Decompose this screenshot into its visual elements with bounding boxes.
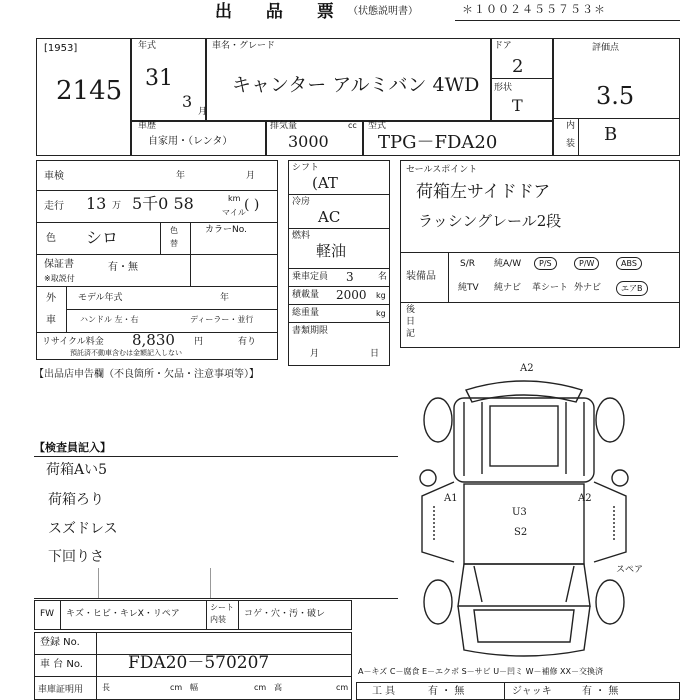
form-subtitle: （状態説明書） xyxy=(348,6,418,17)
fuel-value: 軽油 xyxy=(316,242,347,260)
label-displacement: 排気量 xyxy=(270,121,298,131)
equip-abs: ABS xyxy=(616,257,642,270)
damage-mark-right: A2 xyxy=(578,493,592,504)
inspector-line-2: 荷箱ろり xyxy=(48,492,104,508)
damage-mark-center-1: U3 xyxy=(512,507,527,518)
label-gross: 総重量 xyxy=(292,308,320,318)
label-year: 年式 xyxy=(138,41,157,51)
equip-tv: 純TV xyxy=(458,283,479,293)
inspector-line-3: スズドレス xyxy=(48,521,118,537)
label-month-unit: 月 xyxy=(198,107,208,117)
label-man: 万 xyxy=(112,201,122,211)
ac-value: AC xyxy=(318,208,341,226)
recycle-note: 預託済不動車含むは金額記入しない xyxy=(70,349,182,357)
vehicle-model-code: TPG－FDA20 xyxy=(378,132,498,153)
lot-id-code: [1953] xyxy=(44,43,78,54)
damage-legend: A－キズ C－腐食 E－エクボ S－サビ U－凹ミ W－補修 XX－交換済 xyxy=(358,667,604,676)
damage-mark-center-2: S2 xyxy=(514,527,528,538)
label-cert: 車庫証明用 xyxy=(38,685,84,695)
notes-section-title: 【出品店申告欄（不良箇所・欠品・注意事項等）】 xyxy=(34,369,259,380)
label-load-unit: kg xyxy=(376,291,386,300)
label-history: 車歴 xyxy=(138,121,157,131)
label-jack: ジャッキ xyxy=(512,686,552,697)
label-cm-3: cm xyxy=(336,683,349,692)
label-model: 型式 xyxy=(368,121,387,131)
equip-ext-navi: 外ナビ xyxy=(574,283,602,293)
inspector-section-title: 【検査員記入】 xyxy=(34,441,111,454)
vehicle-info-box xyxy=(36,38,680,156)
vehicle-shape: T xyxy=(512,96,523,115)
label-cert-height: 高 xyxy=(274,683,282,692)
vehicle-doors: 2 xyxy=(512,56,524,77)
inspector-line-1: 荷箱Aい5 xyxy=(46,462,108,478)
label-seat-1: シート xyxy=(210,603,234,612)
label-rear-2: 日 xyxy=(406,317,416,327)
label-cert-width: 幅 xyxy=(190,683,198,692)
label-inspection-month: 月 xyxy=(246,171,256,181)
label-sales-point: セールスポイント xyxy=(406,165,478,175)
rear-bumper-outline xyxy=(466,381,582,402)
label-inspection: 車検 xyxy=(44,171,64,182)
sales-point-1: 荷箱左サイドドア xyxy=(416,182,551,202)
mileage-rest-value: 5千0 58 xyxy=(132,194,194,213)
label-cc: cc xyxy=(348,121,357,130)
jack-options: 有 ・ 無 xyxy=(582,686,619,697)
seat-items: コゲ・穴・汚・破レ xyxy=(244,609,326,619)
label-mileage: 走行 xyxy=(44,201,64,212)
label-fw: FW xyxy=(40,609,55,619)
label-reg-no: 登録 No. xyxy=(40,637,80,648)
vehicle-displacement: 3000 xyxy=(288,132,329,151)
label-color-change-1: 色 xyxy=(170,226,178,235)
damage-mark-left: A1 xyxy=(444,493,458,504)
shift-value: (AT xyxy=(312,174,338,192)
tools-options: 有 ・ 無 xyxy=(428,686,465,697)
label-km: km xyxy=(228,194,241,203)
sales-point-2: ラッシングレール2段 xyxy=(418,212,562,230)
label-spare: スペア xyxy=(616,565,644,575)
label-shift: シフト xyxy=(292,163,320,173)
equip-aw: 純A/W xyxy=(494,259,522,269)
equip-pw: P/W xyxy=(574,257,599,270)
label-chassis: 車 台 No. xyxy=(40,659,83,670)
label-shape: 形状 xyxy=(494,83,513,93)
vehicle-year: 31 xyxy=(145,66,173,91)
lot-number: 2145 xyxy=(56,76,123,106)
label-model-year-unit: 年 xyxy=(220,293,230,303)
label-seat-2: 内装 xyxy=(210,615,226,624)
equip-leather: 革シート xyxy=(532,283,569,293)
label-warranty: 保証書 xyxy=(44,259,74,270)
form-title: 出 品 票 xyxy=(215,2,348,22)
load-value: 2000 xyxy=(336,288,367,302)
label-foreign: 外 xyxy=(46,293,56,304)
label-doc-month: 月 xyxy=(310,349,320,359)
warranty-options: 有・無 xyxy=(108,262,138,273)
label-ac: 冷房 xyxy=(292,197,311,207)
label-interior-2: 装 xyxy=(566,139,576,149)
label-rear: 後 xyxy=(406,305,416,315)
label-gross-unit: kg xyxy=(376,309,386,318)
label-manual: ※取説付 xyxy=(44,274,75,283)
label-handle: ハンドル 左・右 xyxy=(80,315,139,324)
label-model-year: モデル年式 xyxy=(78,293,123,303)
equip-airbag: エアB xyxy=(616,281,648,296)
label-fuel: 燃料 xyxy=(292,231,311,241)
label-inspection-year: 年 xyxy=(176,171,186,181)
label-mile: マイル xyxy=(222,208,246,217)
label-car: 車 xyxy=(46,315,56,326)
label-recycle: リサイクル料金 xyxy=(42,337,104,347)
equip-sr: S/R xyxy=(460,259,475,269)
label-doc-expiry: 書類期限 xyxy=(292,326,329,336)
label-recycle-ari: 有り xyxy=(238,337,257,347)
label-rear-3: 記 xyxy=(406,329,416,339)
label-score: 評価点 xyxy=(592,43,620,53)
label-doc-day: 日 xyxy=(370,349,380,359)
label-dealer: ディーラー・並行 xyxy=(190,315,254,324)
label-color: 色 xyxy=(46,233,56,244)
recycle-fee: 8,830 xyxy=(132,331,175,349)
vehicle-month: 3 xyxy=(182,92,193,111)
label-name-grade: 車名・グレード xyxy=(212,41,276,51)
vehicle-interior-grade: B xyxy=(604,124,618,145)
label-capacity: 乗車定員 xyxy=(292,272,329,282)
equip-ps: P/S xyxy=(534,257,557,270)
label-color-change-2: 替 xyxy=(170,239,178,248)
color-value: シロ xyxy=(86,228,119,247)
label-interior: 内 xyxy=(566,121,576,131)
label-cm-1: cm xyxy=(170,683,183,692)
fw-items: キズ・ヒビ・キレX・リペア xyxy=(66,609,180,619)
label-recycle-unit: 円 xyxy=(194,337,204,347)
mileage-man-value: 13 xyxy=(86,194,107,213)
label-tools: 工 具 xyxy=(372,686,396,697)
inspector-line-4: 下回りさ xyxy=(48,549,104,565)
label-color-no: カラーNo. xyxy=(205,225,247,235)
equip-navi: 純ナビ xyxy=(494,283,522,293)
vehicle-score: 3.5 xyxy=(596,82,635,110)
label-capacity-unit: 名 xyxy=(378,272,388,282)
vehicle-name: キャンター アルミバン 4WD xyxy=(232,74,480,96)
damage-mark-rear: A2 xyxy=(520,363,534,374)
capacity-value: 3 xyxy=(346,270,354,284)
mileage-paren: ( ) xyxy=(244,197,260,213)
vehicle-history: 自家用・（レンタ） xyxy=(148,136,233,147)
label-load: 積載量 xyxy=(292,290,320,300)
label-cm-2: cm xyxy=(254,683,267,692)
chassis-value: FDA20－570207 xyxy=(128,653,270,673)
label-equipment: 装備品 xyxy=(406,271,436,282)
barcode-number: ＊１００２４５５７５３＊ xyxy=(462,3,606,16)
label-door: ドア xyxy=(494,41,512,51)
label-cert-length: 長 xyxy=(102,683,110,692)
